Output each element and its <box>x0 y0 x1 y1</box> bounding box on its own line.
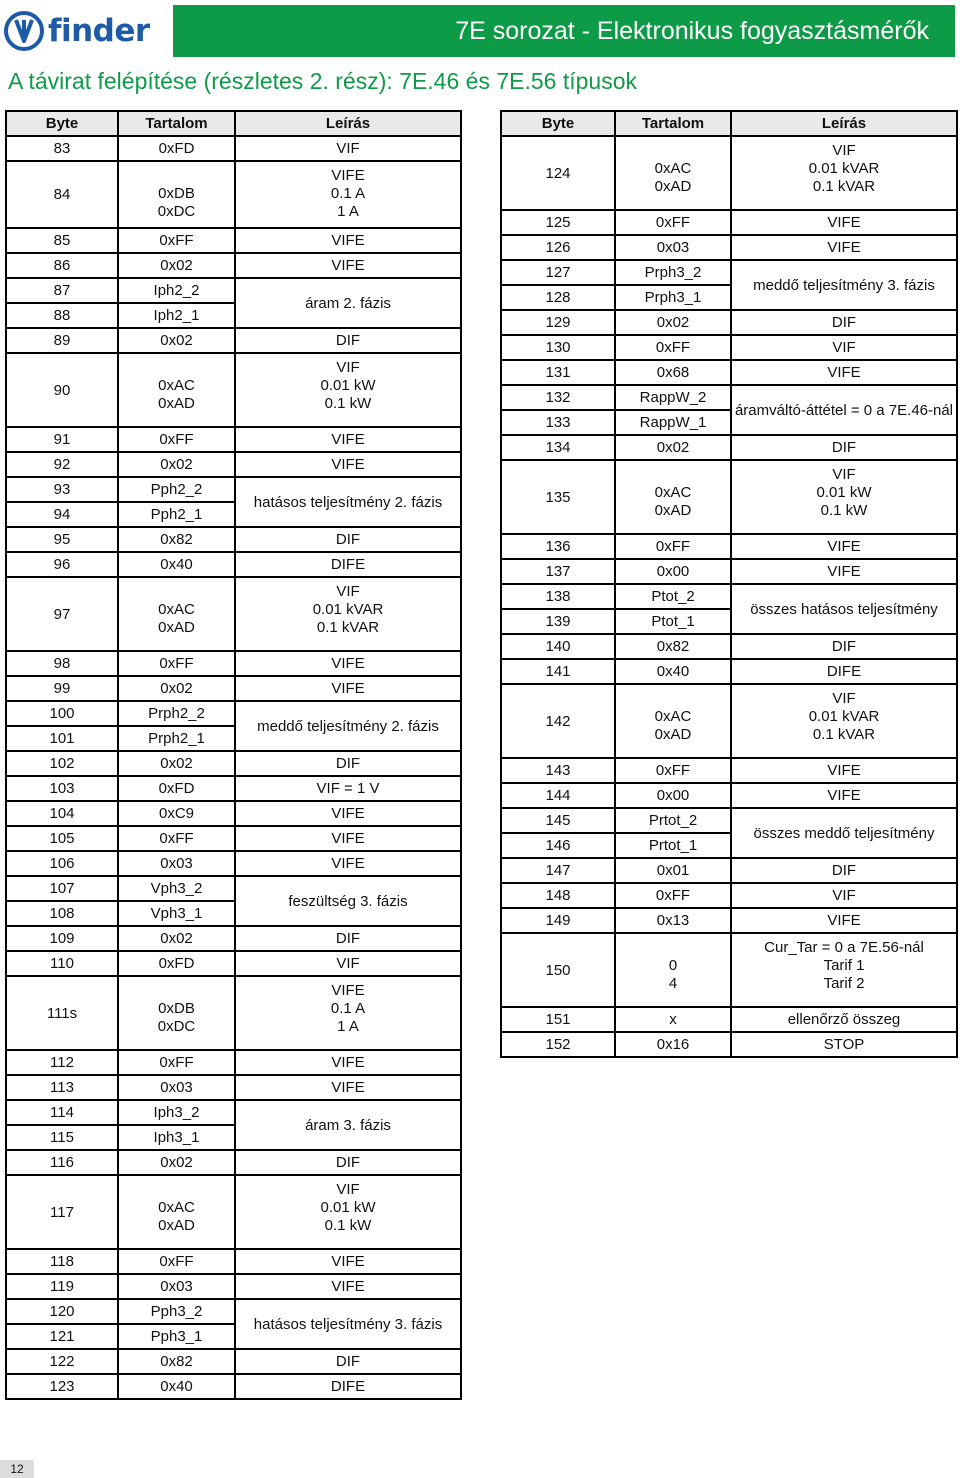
byte-cell: 148 <box>501 883 615 908</box>
byte-cell: 93 <box>6 477 118 502</box>
content-cell: Prtot_2 <box>615 808 731 833</box>
content-cell: 0x13 <box>615 908 731 933</box>
byte-cell: 139 <box>501 609 615 634</box>
table-row <box>501 360 957 385</box>
description-cell: VIFE <box>731 783 957 808</box>
page-number: 12 <box>0 1460 34 1478</box>
byte-cell: 117 <box>6 1175 118 1249</box>
content-cell: x <box>615 1007 731 1032</box>
byte-cell: 138 <box>501 584 615 609</box>
table-row <box>501 908 957 933</box>
byte-cell: 131 <box>501 360 615 385</box>
table-row <box>501 808 957 833</box>
content-cell: 0xFF <box>118 651 235 676</box>
byte-cell: 151 <box>501 1007 615 1032</box>
description-cell: hatásos teljesítmény 3. fázis <box>235 1299 461 1349</box>
content-cell: 0x82 <box>118 527 235 552</box>
page-subtitle: A távirat felépítése (részletes 2. rész): 7E.46 és 7E.56 típusok <box>8 68 637 94</box>
table-row <box>501 883 957 908</box>
table-row <box>501 385 957 410</box>
description-cell: meddő teljesítmény 3. fázis <box>731 260 957 310</box>
content-cell: Prph3_2 <box>615 260 731 285</box>
content-cell: 0x02 <box>615 310 731 335</box>
description-cell: összes hatásos teljesítmény <box>731 584 957 634</box>
description-cell: VIFE <box>731 360 957 385</box>
description-cell: VIFE <box>731 534 957 559</box>
description-cell: DIF <box>235 1349 461 1374</box>
content-cell: 0x02 <box>118 253 235 278</box>
finder-logo <box>4 10 150 52</box>
byte-cell: 137 <box>501 559 615 584</box>
header-leiras: Leírás <box>235 111 461 136</box>
byte-cell: 126 <box>501 235 615 260</box>
table-row <box>6 1150 461 1175</box>
content-cell: 0xFF <box>615 335 731 360</box>
table-row <box>6 876 461 901</box>
description-cell: VIFE <box>731 559 957 584</box>
table-row <box>6 328 461 353</box>
banner-title: 7E sorozat - Elektronikus fogyasztásmérők <box>455 16 929 45</box>
content-cell: Prph2_2 <box>118 701 235 726</box>
banner <box>173 5 955 57</box>
table-row <box>6 851 461 876</box>
description-cell: DIF <box>731 310 957 335</box>
byte-cell: 109 <box>6 926 118 951</box>
table-row <box>6 161 461 228</box>
table-row <box>501 783 957 808</box>
content-cell: 0x68 <box>615 360 731 385</box>
byte-cell: 132 <box>501 385 615 410</box>
description-cell: VIFE 0.1 A 1 A <box>235 161 461 228</box>
byte-cell: 125 <box>501 210 615 235</box>
description-cell: DIF <box>235 1150 461 1175</box>
table-row <box>6 527 461 552</box>
content-cell: 0xDB 0xDC <box>118 976 235 1050</box>
content-cell: Iph2_2 <box>118 278 235 303</box>
byte-cell: 110 <box>6 951 118 976</box>
byte-cell: 145 <box>501 808 615 833</box>
description-cell: DIFE <box>235 552 461 577</box>
content-cell: 0x03 <box>118 1075 235 1100</box>
table-row <box>6 1075 461 1100</box>
table-row <box>6 1050 461 1075</box>
content-cell: 0x03 <box>118 851 235 876</box>
byte-cell: 124 <box>501 136 615 210</box>
description-cell: VIFE <box>731 235 957 260</box>
table-row <box>6 776 461 801</box>
byte-cell: 94 <box>6 502 118 527</box>
table-row <box>6 136 461 161</box>
description-cell: áram 3. fázis <box>235 1100 461 1150</box>
description-cell: VIFE <box>235 1050 461 1075</box>
content-cell: 0x16 <box>615 1032 731 1057</box>
table-row <box>6 926 461 951</box>
content-cell: Pph2_2 <box>118 477 235 502</box>
right-table-body <box>501 136 957 1057</box>
byte-cell: 87 <box>6 278 118 303</box>
byte-cell: 129 <box>501 310 615 335</box>
byte-cell: 116 <box>6 1150 118 1175</box>
header-tartalom: Tartalom <box>615 111 731 136</box>
description-cell: VIF 0.01 kW 0.1 kW <box>235 1175 461 1249</box>
table-row <box>501 858 957 883</box>
description-cell: DIF <box>235 328 461 353</box>
content-cell: 0xFF <box>615 758 731 783</box>
content-cell: 0xFF <box>615 210 731 235</box>
content-cell: Pph2_1 <box>118 502 235 527</box>
table-row <box>6 801 461 826</box>
byte-cell: 90 <box>6 353 118 427</box>
byte-cell: 150 <box>501 933 615 1007</box>
description-cell: VIFE <box>235 801 461 826</box>
table-row <box>501 136 957 210</box>
byte-cell: 88 <box>6 303 118 328</box>
content-cell: 0x82 <box>118 1349 235 1374</box>
byte-cell: 84 <box>6 161 118 228</box>
description-cell: Cur_Tar = 0 a 7E.56-nál Tarif 1 Tarif 2 <box>731 933 957 1007</box>
byte-cell: 135 <box>501 460 615 534</box>
description-cell: VIFE <box>235 1249 461 1274</box>
table-row <box>6 1100 461 1125</box>
description-cell: DIF <box>731 858 957 883</box>
description-cell: áramváltó-áttétel = 0 a 7E.46-nál <box>731 385 957 435</box>
byte-cell: 120 <box>6 1299 118 1324</box>
description-cell: VIFE <box>235 676 461 701</box>
content-cell: Iph3_1 <box>118 1125 235 1150</box>
content-cell: 0xFD <box>118 776 235 801</box>
content-cell: 0x00 <box>615 559 731 584</box>
byte-cell: 147 <box>501 858 615 883</box>
table-row <box>501 210 957 235</box>
table-row <box>501 559 957 584</box>
table-row <box>6 1249 461 1274</box>
byte-cell: 142 <box>501 684 615 758</box>
description-cell: DIF <box>235 751 461 776</box>
content-cell: 0xC9 <box>118 801 235 826</box>
byte-cell: 140 <box>501 634 615 659</box>
content-cell: 0xAC 0xAD <box>118 1175 235 1249</box>
content-cell: 0x02 <box>118 452 235 477</box>
byte-cell: 103 <box>6 776 118 801</box>
table-row <box>501 310 957 335</box>
byte-cell: 144 <box>501 783 615 808</box>
table-row <box>501 335 957 360</box>
description-cell: DIF <box>731 634 957 659</box>
table-row <box>6 228 461 253</box>
byte-cell: 108 <box>6 901 118 926</box>
content-cell: Prph2_1 <box>118 726 235 751</box>
byte-cell: 121 <box>6 1324 118 1349</box>
description-cell: VIFE <box>235 1274 461 1299</box>
description-cell: VIF 0.01 kW 0.1 kW <box>731 460 957 534</box>
content-cell: Pph3_1 <box>118 1324 235 1349</box>
table-row <box>501 435 957 460</box>
table-row <box>501 235 957 260</box>
content-cell: Prtot_1 <box>615 833 731 858</box>
content-cell: 0xFF <box>118 228 235 253</box>
byte-cell: 98 <box>6 651 118 676</box>
content-cell: 0x02 <box>118 926 235 951</box>
description-cell: VIF = 1 V <box>235 776 461 801</box>
content-cell: 0x02 <box>118 328 235 353</box>
content-cell: 0x82 <box>615 634 731 659</box>
byte-cell: 152 <box>501 1032 615 1057</box>
table-row <box>6 278 461 303</box>
table-row <box>501 584 957 609</box>
content-cell: 0x03 <box>118 1274 235 1299</box>
description-cell: DIFE <box>235 1374 461 1399</box>
description-cell: VIFE <box>235 851 461 876</box>
byte-cell: 146 <box>501 833 615 858</box>
content-cell: Pph3_2 <box>118 1299 235 1324</box>
description-cell: VIF <box>235 136 461 161</box>
content-cell: 0x02 <box>118 1150 235 1175</box>
content-cell: 0x00 <box>615 783 731 808</box>
byte-cell: 123 <box>6 1374 118 1399</box>
byte-cell: 83 <box>6 136 118 161</box>
description-cell: VIF 0.01 kVAR 0.1 kVAR <box>731 136 957 210</box>
description-cell: VIF 0.01 kW 0.1 kW <box>235 353 461 427</box>
content-cell: 0xFD <box>118 136 235 161</box>
byte-cell: 134 <box>501 435 615 460</box>
byte-cell: 91 <box>6 427 118 452</box>
description-cell: VIF <box>731 883 957 908</box>
table-row <box>6 701 461 726</box>
content-cell: 0xAC 0xAD <box>615 136 731 210</box>
table-row <box>501 634 957 659</box>
table-row <box>6 676 461 701</box>
description-cell: VIFE <box>235 651 461 676</box>
table-row <box>6 477 461 502</box>
table-row <box>6 353 461 427</box>
content-cell: 0x40 <box>615 659 731 684</box>
content-cell: 0 4 <box>615 933 731 1007</box>
table-row <box>501 1007 957 1032</box>
description-cell: VIFE <box>235 427 461 452</box>
content-cell: 0xAC 0xAD <box>118 353 235 427</box>
description-cell: VIF 0.01 kVAR 0.1 kVAR <box>235 577 461 651</box>
content-cell: 0xFD <box>118 951 235 976</box>
description-cell: összes meddő teljesítmény <box>731 808 957 858</box>
byte-cell: 96 <box>6 552 118 577</box>
description-cell: DIF <box>235 926 461 951</box>
table-row <box>6 976 461 1050</box>
content-cell: 0xFF <box>615 534 731 559</box>
description-cell: hatásos teljesítmény 2. fázis <box>235 477 461 527</box>
left-table <box>5 110 462 1400</box>
content-cell: Vph3_2 <box>118 876 235 901</box>
finder-logo-icon <box>4 11 44 51</box>
content-cell: 0x01 <box>615 858 731 883</box>
description-cell: VIFE <box>731 210 957 235</box>
content-cell: 0xFF <box>615 883 731 908</box>
content-cell: Ptot_1 <box>615 609 731 634</box>
header-byte: Byte <box>501 111 615 136</box>
brand-name: finder <box>48 13 150 49</box>
byte-cell: 99 <box>6 676 118 701</box>
table-row <box>501 460 957 534</box>
byte-cell: 149 <box>501 908 615 933</box>
content-cell: 0xAC 0xAD <box>615 684 731 758</box>
byte-cell: 130 <box>501 335 615 360</box>
description-cell: VIFE <box>235 452 461 477</box>
byte-cell: 102 <box>6 751 118 776</box>
content-cell: RappW_2 <box>615 385 731 410</box>
byte-cell: 92 <box>6 452 118 477</box>
byte-cell: 122 <box>6 1349 118 1374</box>
content-cell: 0xFF <box>118 427 235 452</box>
content-cell: 0x02 <box>118 751 235 776</box>
content-cell: Ptot_2 <box>615 584 731 609</box>
table-row <box>6 253 461 278</box>
description-cell: VIFE <box>731 758 957 783</box>
content-cell: 0xAC 0xAD <box>615 460 731 534</box>
description-cell: VIFE <box>235 826 461 851</box>
description-cell: VIF <box>235 951 461 976</box>
content-cell: 0x02 <box>615 435 731 460</box>
description-cell: ellenőrző összeg <box>731 1007 957 1032</box>
table-row <box>501 933 957 1007</box>
byte-cell: 118 <box>6 1249 118 1274</box>
table-row <box>6 1349 461 1374</box>
content-cell: 0xFF <box>118 1050 235 1075</box>
description-cell: feszültség 3. fázis <box>235 876 461 926</box>
byte-cell: 105 <box>6 826 118 851</box>
byte-cell: 85 <box>6 228 118 253</box>
content-cell: 0x40 <box>118 552 235 577</box>
description-cell: DIF <box>235 527 461 552</box>
content-cell: 0xDB 0xDC <box>118 161 235 228</box>
description-cell: DIF <box>731 435 957 460</box>
table-row <box>6 751 461 776</box>
byte-cell: 143 <box>501 758 615 783</box>
table-row <box>6 826 461 851</box>
table-row <box>501 758 957 783</box>
table-row <box>6 1175 461 1249</box>
table-row <box>501 684 957 758</box>
byte-cell: 95 <box>6 527 118 552</box>
content-cell: 0x02 <box>118 676 235 701</box>
byte-cell: 101 <box>6 726 118 751</box>
byte-cell: 136 <box>501 534 615 559</box>
byte-cell: 113 <box>6 1075 118 1100</box>
byte-cell: 127 <box>501 260 615 285</box>
content-cell: Vph3_1 <box>118 901 235 926</box>
right-table <box>500 110 958 1058</box>
byte-cell: 86 <box>6 253 118 278</box>
table-row <box>6 1274 461 1299</box>
byte-cell: 111s <box>6 976 118 1050</box>
content-cell: RappW_1 <box>615 410 731 435</box>
table-row <box>6 552 461 577</box>
header-leiras: Leírás <box>731 111 957 136</box>
table-row <box>6 577 461 651</box>
table-row <box>6 951 461 976</box>
byte-cell: 141 <box>501 659 615 684</box>
byte-cell: 100 <box>6 701 118 726</box>
description-cell: VIF 0.01 kVAR 0.1 kVAR <box>731 684 957 758</box>
byte-cell: 119 <box>6 1274 118 1299</box>
byte-cell: 89 <box>6 328 118 353</box>
description-cell: VIFE <box>235 1075 461 1100</box>
description-cell: VIF <box>731 335 957 360</box>
header-tartalom: Tartalom <box>118 111 235 136</box>
description-cell: VIFE <box>235 228 461 253</box>
byte-cell: 107 <box>6 876 118 901</box>
description-cell: VIFE <box>235 253 461 278</box>
description-cell: áram 2. fázis <box>235 278 461 328</box>
description-cell: DIFE <box>731 659 957 684</box>
byte-cell: 133 <box>501 410 615 435</box>
content-cell: 0xAC 0xAD <box>118 577 235 651</box>
table-row <box>501 659 957 684</box>
description-cell: meddő teljesítmény 2. fázis <box>235 701 461 751</box>
content-cell: 0x40 <box>118 1374 235 1399</box>
content-cell: Iph3_2 <box>118 1100 235 1125</box>
byte-cell: 106 <box>6 851 118 876</box>
byte-cell: 97 <box>6 577 118 651</box>
content-cell: 0xFF <box>118 1249 235 1274</box>
byte-cell: 128 <box>501 285 615 310</box>
description-cell: VIFE <box>731 908 957 933</box>
content-cell: Iph2_1 <box>118 303 235 328</box>
header-byte: Byte <box>6 111 118 136</box>
table-row <box>6 651 461 676</box>
byte-cell: 112 <box>6 1050 118 1075</box>
byte-cell: 114 <box>6 1100 118 1125</box>
table-row <box>501 1032 957 1057</box>
table-row <box>6 1374 461 1399</box>
byte-cell: 115 <box>6 1125 118 1150</box>
table-row <box>6 1299 461 1324</box>
content-cell: 0x03 <box>615 235 731 260</box>
byte-cell: 104 <box>6 801 118 826</box>
left-table-body <box>6 136 461 1399</box>
content-cell: Prph3_1 <box>615 285 731 310</box>
table-row <box>6 452 461 477</box>
description-cell: STOP <box>731 1032 957 1057</box>
table-row <box>6 427 461 452</box>
table-row <box>501 260 957 285</box>
description-cell: VIFE 0.1 A 1 A <box>235 976 461 1050</box>
table-row <box>501 534 957 559</box>
content-cell: 0xFF <box>118 826 235 851</box>
